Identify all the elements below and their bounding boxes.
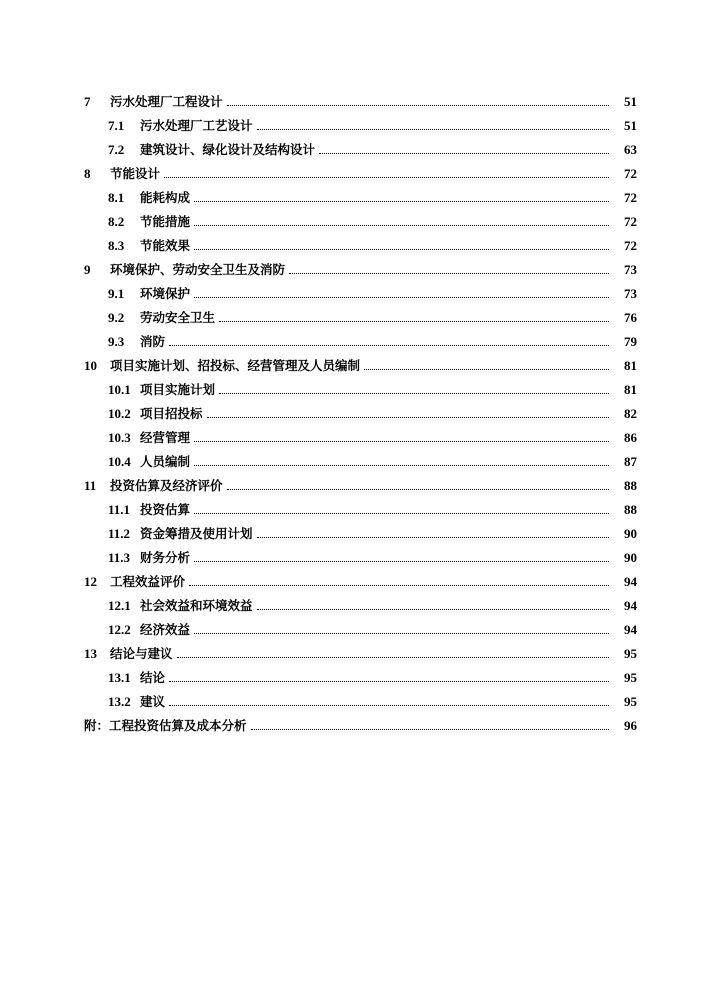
toc-dot-leader bbox=[194, 248, 609, 250]
toc-entry-number: 10.1 bbox=[108, 382, 131, 397]
toc-dot-leader bbox=[227, 104, 609, 106]
toc-dot-leader bbox=[194, 560, 609, 562]
toc-entry-page-number: 87 bbox=[624, 454, 637, 469]
toc-entry-title: 结论与建议 bbox=[110, 646, 173, 661]
toc-entry-number: 12.2 bbox=[108, 622, 131, 637]
toc-dot-leader bbox=[364, 368, 609, 370]
toc-entry-title: 工程效益评价 bbox=[110, 574, 186, 589]
toc-entry-title: 能耗构成 bbox=[140, 190, 191, 205]
toc-entry-number: 8.3 bbox=[108, 238, 125, 253]
toc-entry[interactable] bbox=[84, 710, 637, 734]
toc-entry-page-number: 63 bbox=[624, 142, 637, 157]
toc-entry-page-number: 51 bbox=[624, 94, 637, 109]
toc-entry-page-number: 94 bbox=[624, 574, 637, 589]
toc-entry[interactable] bbox=[84, 686, 637, 710]
toc-entry[interactable] bbox=[84, 182, 637, 206]
toc-entry-title: 社会效益和环境效益 bbox=[140, 598, 253, 613]
toc-entry-number: 11.1 bbox=[108, 502, 131, 517]
toc-entry[interactable] bbox=[84, 446, 637, 470]
toc-entry-page-number: 81 bbox=[624, 358, 637, 373]
toc-entry-number: 9.1 bbox=[108, 286, 125, 301]
toc-entry[interactable] bbox=[84, 254, 637, 278]
toc-dot-leader bbox=[289, 272, 609, 274]
toc-entry-page-number: 76 bbox=[624, 310, 637, 325]
toc-entry[interactable] bbox=[84, 86, 637, 110]
toc-dot-leader bbox=[169, 704, 609, 706]
toc-entry-number: 10.2 bbox=[108, 406, 131, 421]
toc-entry[interactable] bbox=[84, 422, 637, 446]
toc-entry-title: 劳动安全卫生 bbox=[140, 310, 216, 325]
toc-dot-leader bbox=[257, 536, 609, 538]
toc-entry-number: 10 bbox=[84, 358, 97, 373]
toc-dot-leader bbox=[194, 464, 609, 466]
toc-entry[interactable] bbox=[84, 470, 637, 494]
toc-entry[interactable] bbox=[84, 206, 637, 230]
toc-entry[interactable] bbox=[84, 398, 637, 422]
toc-dot-leader bbox=[257, 608, 609, 610]
toc-entry[interactable] bbox=[84, 134, 637, 158]
toc-entry-number: 8.2 bbox=[108, 214, 125, 229]
toc-entry[interactable] bbox=[84, 542, 637, 566]
toc-entry-number: 7.1 bbox=[108, 118, 125, 133]
toc-dot-leader bbox=[194, 200, 609, 202]
toc-entry-number: 11.2 bbox=[108, 526, 131, 541]
toc-entry-title: 项目实施计划 bbox=[140, 382, 216, 397]
toc-entry-title: 建议 bbox=[140, 694, 166, 709]
toc-dot-leader bbox=[257, 128, 609, 130]
toc-entry-number: 10.4 bbox=[108, 454, 131, 469]
toc-entry[interactable] bbox=[84, 326, 637, 350]
toc-dot-leader bbox=[194, 224, 609, 226]
toc-entry-page-number: 90 bbox=[624, 526, 637, 541]
toc-entry-number: 8 bbox=[84, 166, 91, 181]
toc-entry-title: 人员编制 bbox=[140, 454, 191, 469]
toc-entry[interactable] bbox=[84, 350, 637, 374]
toc-entry[interactable] bbox=[84, 278, 637, 302]
toc-entry[interactable] bbox=[84, 566, 637, 590]
toc-entry-number: 7.2 bbox=[108, 142, 125, 157]
toc-entry-page-number: 81 bbox=[624, 382, 637, 397]
toc-entry[interactable] bbox=[84, 110, 637, 134]
toc-entry-title: 资金筹措及使用计划 bbox=[140, 526, 253, 541]
toc-entry-title: 经济效益 bbox=[140, 622, 191, 637]
toc-entry-title: 节能效果 bbox=[140, 238, 191, 253]
toc-entry-title: 消防 bbox=[140, 334, 166, 349]
toc-entry-title: 财务分析 bbox=[140, 550, 191, 565]
toc-entry-page-number: 72 bbox=[624, 190, 637, 205]
toc-entry[interactable] bbox=[84, 518, 637, 542]
toc-entry[interactable] bbox=[84, 302, 637, 326]
toc-entry-title: 经营管理 bbox=[140, 430, 191, 445]
toc-entry-title: 附：工程投资估算及成本分析 bbox=[84, 718, 247, 733]
toc-entry-number: 12 bbox=[84, 574, 97, 589]
toc-dot-leader bbox=[177, 656, 609, 658]
toc-dot-leader bbox=[194, 512, 609, 514]
toc-entry-number: 9.3 bbox=[108, 334, 125, 349]
toc-dot-leader bbox=[207, 416, 609, 418]
toc-entry-number: 11 bbox=[84, 478, 97, 493]
toc-entry-number: 11.3 bbox=[108, 550, 131, 565]
toc-entry-title: 建筑设计、绿化设计及结构设计 bbox=[140, 142, 316, 157]
toc-dot-leader bbox=[227, 488, 609, 490]
toc-dot-leader bbox=[219, 392, 609, 394]
toc-entry[interactable] bbox=[84, 590, 637, 614]
toc-entry-number: 13.2 bbox=[108, 694, 131, 709]
toc-entry-title: 节能措施 bbox=[140, 214, 191, 229]
toc-entry-number: 13 bbox=[84, 646, 97, 661]
toc-entry-number: 13.1 bbox=[108, 670, 131, 685]
toc-entry-number: 9 bbox=[84, 262, 91, 277]
toc-entry[interactable] bbox=[84, 662, 637, 686]
toc-entry[interactable] bbox=[84, 494, 637, 518]
toc-entry-title: 结论 bbox=[140, 670, 166, 685]
toc-entry-title: 环境保护 bbox=[140, 286, 191, 301]
toc-entry-page-number: 94 bbox=[624, 622, 637, 637]
toc-dot-leader bbox=[219, 320, 609, 322]
toc-dot-leader bbox=[194, 296, 609, 298]
toc-dot-leader bbox=[169, 344, 609, 346]
toc-entry-page-number: 72 bbox=[624, 238, 637, 253]
toc-entry-title: 环境保护、劳动安全卫生及消防 bbox=[110, 262, 286, 277]
toc-entry-page-number: 73 bbox=[624, 286, 637, 301]
toc-entry-page-number: 72 bbox=[624, 214, 637, 229]
toc-dot-leader bbox=[194, 632, 609, 634]
toc-entry-number: 12.1 bbox=[108, 598, 131, 613]
toc-dot-leader bbox=[194, 440, 609, 442]
toc-entry-page-number: 82 bbox=[624, 406, 637, 421]
toc-entry-title: 节能设计 bbox=[110, 166, 161, 181]
toc-entry-page-number: 88 bbox=[624, 502, 637, 517]
toc-entry[interactable] bbox=[84, 638, 637, 662]
toc-entry-title: 污水处理厂工艺设计 bbox=[140, 118, 253, 133]
toc-dot-leader bbox=[189, 584, 609, 586]
toc-entry-title: 项目实施计划、招投标、经营管理及人员编制 bbox=[110, 358, 361, 373]
toc-entry-number: 9.2 bbox=[108, 310, 125, 325]
toc-dot-leader bbox=[251, 728, 609, 730]
toc-entry-page-number: 86 bbox=[624, 430, 637, 445]
toc-entry-page-number: 72 bbox=[624, 166, 637, 181]
toc-entry-number: 7 bbox=[84, 94, 91, 109]
toc-entry-page-number: 88 bbox=[624, 478, 637, 493]
toc-entry-page-number: 79 bbox=[624, 334, 637, 349]
toc-entry-page-number: 95 bbox=[624, 646, 637, 661]
toc-dot-leader bbox=[169, 680, 609, 682]
toc-entry-title: 污水处理厂工程设计 bbox=[110, 94, 223, 109]
table-of-contents bbox=[84, 86, 637, 734]
toc-entry-page-number: 90 bbox=[624, 550, 637, 565]
toc-entry-page-number: 96 bbox=[624, 718, 637, 733]
toc-entry-title: 投资估算及经济评价 bbox=[110, 478, 223, 493]
toc-entry-title: 项目招投标 bbox=[140, 406, 203, 421]
toc-entry-page-number: 73 bbox=[624, 262, 637, 277]
toc-entry-page-number: 95 bbox=[624, 670, 637, 685]
toc-entry-number: 10.3 bbox=[108, 430, 131, 445]
toc-dot-leader bbox=[319, 152, 609, 154]
toc-entry-page-number: 51 bbox=[624, 118, 637, 133]
toc-entry-page-number: 94 bbox=[624, 598, 637, 613]
toc-entry[interactable] bbox=[84, 158, 637, 182]
toc-entry[interactable] bbox=[84, 614, 637, 638]
toc-entry-page-number: 95 bbox=[624, 694, 637, 709]
toc-dot-leader bbox=[164, 176, 609, 178]
toc-entry[interactable] bbox=[84, 374, 637, 398]
toc-entry-title: 投资估算 bbox=[140, 502, 191, 517]
toc-entry[interactable] bbox=[84, 230, 637, 254]
toc-entry-number: 8.1 bbox=[108, 190, 125, 205]
